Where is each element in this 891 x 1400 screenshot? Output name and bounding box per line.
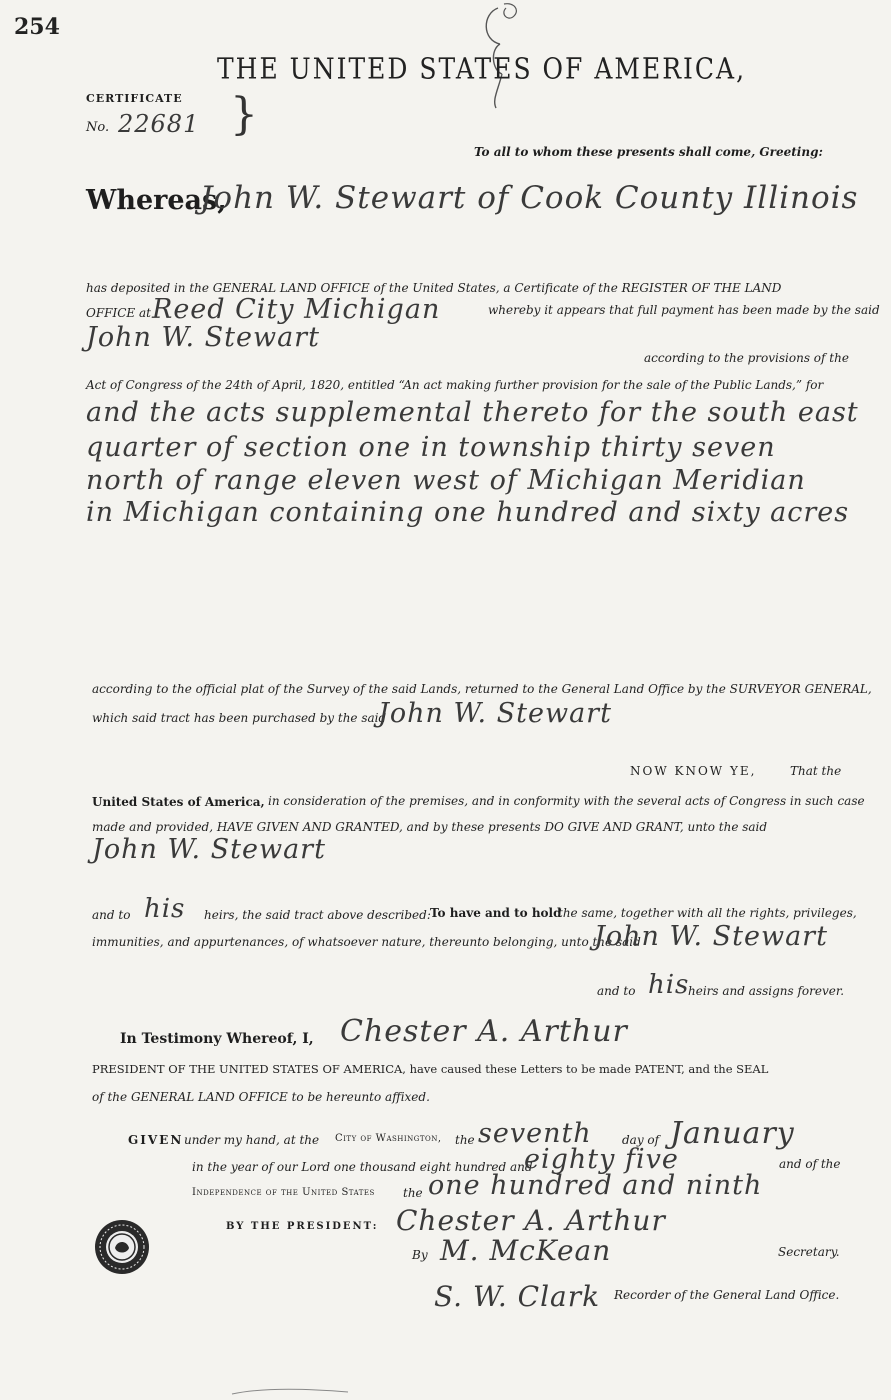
- president-name: Chester A. Arthur: [340, 1014, 628, 1049]
- and-to-2: and to: [597, 984, 636, 998]
- grantee-name-3: John W. Stewart: [92, 834, 326, 865]
- that-the: That the: [790, 764, 842, 778]
- and-to-1: and to: [92, 908, 131, 922]
- bottom-mark: [230, 1386, 350, 1398]
- by-the-president: BY THE PRESIDENT:: [226, 1221, 379, 1232]
- plat-text: according to the official plat of the Survey of the said Lands, returned to the General Land Office by the SURVEYOR GENERAL,: [92, 682, 872, 696]
- act-text: Act of Congress of the 24th of April, 1820, entitled “An act making further provision for the sale of the Public Lands,” for: [86, 378, 824, 392]
- deposit-line-2b: whereby it appears that full payment has been made by the said: [488, 303, 880, 317]
- whereas-heading: Whereas,: [86, 185, 227, 216]
- land-office: Reed City Michigan: [152, 294, 441, 325]
- know-ye: NOW KNOW YE,: [630, 764, 757, 778]
- his-2: his: [648, 970, 690, 1000]
- purchased-text: which said tract has been purchased by the said: [92, 711, 387, 725]
- recorder-label: Recorder of the General Land Office.: [614, 1288, 840, 1302]
- by-word: By: [412, 1248, 428, 1262]
- grantee-name-1: John W. Stewart: [86, 322, 320, 353]
- page-number: 254: [14, 14, 60, 40]
- general-land-office-seal: [93, 1218, 151, 1276]
- testimony-text: In Testimony Whereof, I,: [120, 1031, 314, 1047]
- certificate-number: 22681: [118, 110, 200, 138]
- together-text: the same, together with all the rights, privileges,: [558, 906, 857, 920]
- description-line-1: and the acts supplemental thereto for the south east: [86, 397, 859, 428]
- heirs-text: heirs, the said tract above described:: [204, 908, 431, 922]
- brace-icon: }: [230, 89, 258, 140]
- united-states-text: United States of America,: [92, 795, 265, 809]
- document-title: THE UNITED STATES OF AMERICA,: [217, 52, 747, 86]
- given-word: GIVEN: [128, 1133, 184, 1147]
- description-line-2: quarter of section one in township thirty seven: [86, 432, 776, 463]
- given-text-b: the: [455, 1133, 475, 1147]
- provisions-text: according to the provisions of the: [644, 351, 849, 365]
- independence-year: one hundred and ninth: [428, 1170, 763, 1201]
- grantee-name-4: John W. Stewart: [594, 921, 828, 952]
- deposit-line-2a: OFFICE at: [86, 306, 151, 320]
- secretary-signature: M. McKean: [440, 1234, 612, 1267]
- description-line-3: north of range eleven west of Michigan Meridian: [86, 465, 806, 496]
- assigns-text: heirs and assigns forever.: [688, 984, 845, 998]
- year-written: eighty five: [524, 1144, 679, 1175]
- city-text: City of Washington,: [335, 1133, 442, 1144]
- greeting: To all to whom these presents shall come, Greeting:: [474, 145, 823, 159]
- his-1: his: [144, 894, 186, 924]
- immunities-text: immunities, and appurtenances, of whatsoever nature, thereunto belonging, unto the said: [92, 935, 641, 949]
- year-text: in the year of our Lord one thousand eight hundred and: [192, 1160, 533, 1174]
- to-have-text: To have and to hold: [430, 906, 562, 920]
- given-text-a: under my hand, at the: [184, 1133, 320, 1147]
- certificate-number-label: No.: [86, 120, 110, 135]
- granted-text: made and provided, HAVE GIVEN AND GRANTED, and by these presents DO GIVE AND GRANT, unto the said: [92, 820, 768, 834]
- and-of-the: and of the: [779, 1157, 841, 1171]
- recorder-signature: S. W. Clark: [434, 1280, 601, 1313]
- day-written: seventh: [478, 1118, 592, 1149]
- secretary-label: Secretary.: [778, 1245, 840, 1259]
- certificate-label: CERTIFICATE: [86, 92, 183, 105]
- general-land-office-line: of the GENERAL LAND OFFICE to be hereunto affixed.: [92, 1090, 430, 1104]
- the-word: the: [403, 1186, 423, 1200]
- grantee-origin: John W. Stewart of Cook County Illinois: [200, 180, 859, 216]
- president-signature: Chester A. Arthur: [396, 1204, 666, 1237]
- day-of: day of: [622, 1133, 660, 1147]
- month-written: January: [670, 1116, 795, 1151]
- description-line-4: in Michigan containing one hundred and sixty acres: [86, 497, 850, 528]
- grantee-name-2: John W. Stewart: [378, 698, 612, 729]
- deposit-line-1: has deposited in the GENERAL LAND OFFICE of the United States, a Certificate of the REGISTER OF THE LAND: [86, 281, 782, 295]
- independence-text: Independence of the United States: [192, 1187, 375, 1198]
- consideration-text: in consideration of the premises, and in conformity with the several acts of Congress in such case: [268, 794, 865, 808]
- president-line: PRESIDENT OF THE UNITED STATES OF AMERICA, have caused these Letters to be made PATENT, and the SEAL: [92, 1062, 769, 1076]
